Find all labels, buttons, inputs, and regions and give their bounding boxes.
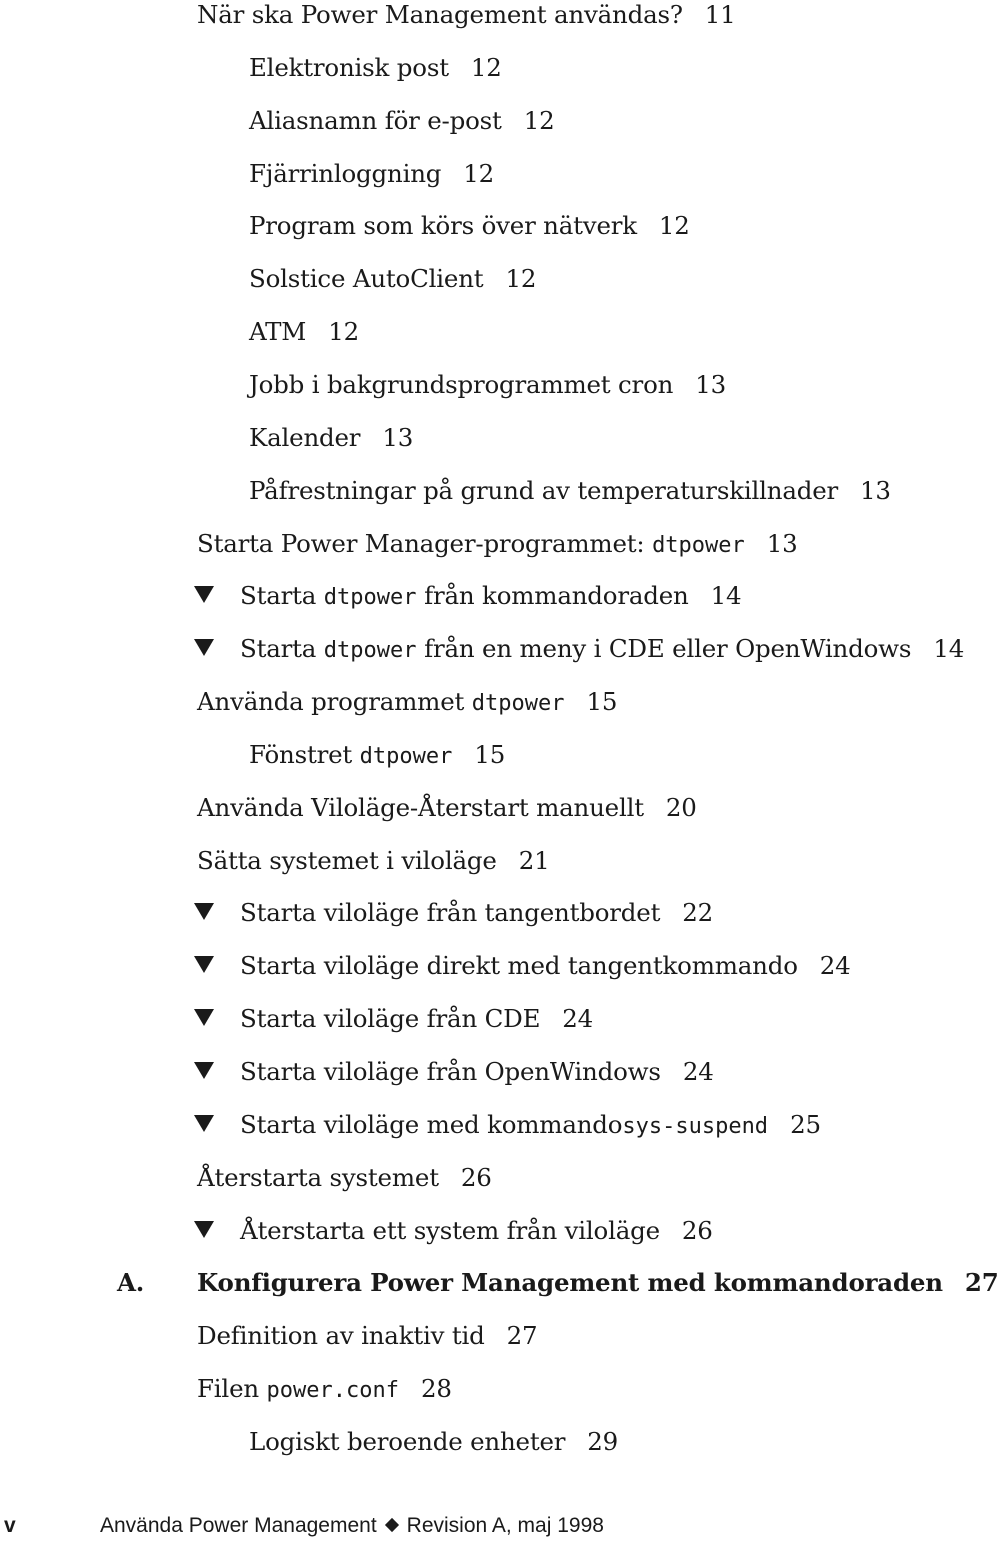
toc-chapter-entry[interactable] [117,1267,999,1299]
entry-code: dtpower [471,691,565,717]
entry-page-number: 11 [704,0,736,29]
toc-entry[interactable] [197,792,697,824]
entry-page-number: 28 [421,1374,452,1404]
entry-page-number: 15 [474,739,506,769]
entry-title: När ska Power Management användas? [197,0,683,29]
toc-task-entry[interactable] [194,897,713,929]
entry-title: Jobb i bakgrundsprogrammet cron [249,369,674,399]
toc-task-entry[interactable] [194,1003,593,1035]
entry-page-number: 15 [586,687,618,717]
task-triangle-icon [194,1062,214,1079]
entry-code: dtpower [652,532,745,558]
task-triangle-icon [194,586,214,603]
entry-title: ATM [249,317,307,347]
entry-page-number: 27 [964,1268,999,1298]
entry-page-number: 22 [682,898,714,928]
entry-title: Konfigurera Power Management med kommandoraden [197,1268,943,1298]
entry-page-number: 24 [562,1004,594,1034]
toc-task-entry[interactable] [194,1215,713,1247]
toc-entry[interactable] [197,528,798,560]
entry-title: Använda Viloläge-Återstart manuellt [197,792,644,822]
entry-title: Starta viloläge från tangentbordet [240,898,661,928]
toc-entry[interactable] [249,263,536,295]
task-triangle-icon [194,903,214,920]
entry-title: Återstarta systemet [197,1162,439,1192]
toc-entry[interactable] [197,1162,492,1194]
entry-title: Starta viloläge från OpenWindows [240,1057,661,1086]
entry-page-number: 14 [710,581,742,611]
task-triangle-icon [194,956,214,973]
toc-entry[interactable] [249,475,891,507]
entry-page-number: 12 [505,264,537,294]
entry-title: Program som körs över nätverk [249,211,637,241]
entry-title: Fönstret [249,739,360,769]
footer-title-line [100,1514,604,1538]
entry-title: Filen [197,1374,267,1404]
toc-entry[interactable] [249,1426,618,1458]
task-triangle-icon [194,1009,214,1026]
footer-page-number: v [4,1514,16,1537]
task-triangle-icon [194,639,214,656]
footer-book-title: Använda Power Management [100,1514,377,1537]
entry-page-number: 13 [860,475,891,505]
toc-entry[interactable] [249,105,554,137]
entry-title: Återstarta ett system från viloläge [240,1215,660,1245]
entry-page-number: 24 [682,1057,714,1086]
entry-title: Logiskt beroende enheter [249,1426,566,1456]
toc-entry[interactable] [197,1373,452,1405]
entry-title: Sätta systemet i viloläge [197,845,497,875]
entry-title: Starta [240,581,324,611]
task-triangle-icon [194,1221,214,1238]
entry-title: Starta viloläge direkt med tangentkommando [240,951,798,981]
page-footer [0,1510,960,1544]
entry-page-number: 27 [506,1321,538,1351]
entry-title: Starta viloläge från CDE [240,1004,541,1034]
toc-entry[interactable] [249,422,413,454]
entry-page-number: 13 [695,369,726,399]
entry-page-number: 12 [523,105,555,135]
entry-code: dtpower [359,743,453,769]
entry-page-number: 25 [790,1109,821,1139]
entry-title-rest: från en meny i CDE eller OpenWindows [416,634,912,664]
footer-revision: Revision A, maj 1998 [406,1514,604,1537]
task-triangle-icon [194,1115,214,1132]
entry-title: Kalender [249,422,361,452]
entry-title: Påfrestningar på grund av temperaturskillnader [249,475,839,505]
toc-task-entry[interactable] [194,1109,821,1141]
toc-entry[interactable] [249,369,726,401]
toc-entry[interactable] [197,1320,537,1352]
entry-page-number: 20 [665,792,697,822]
toc-task-entry[interactable] [194,1056,714,1088]
toc-entry[interactable] [249,316,359,348]
toc-entry[interactable] [197,0,736,31]
entry-code: power.conf [266,1378,399,1404]
entry-page-number: 12 [658,211,690,241]
toc-task-entry[interactable] [194,580,741,612]
entry-page-number: 26 [460,1162,492,1192]
entry-page-number: 12 [328,317,359,347]
entry-title: Starta viloläge med kommando [240,1109,623,1139]
toc-task-entry[interactable] [194,950,851,982]
entry-page-number: 13 [766,528,798,558]
diamond-icon [385,1518,399,1532]
entry-page-number: 13 [382,422,414,452]
toc-entry[interactable] [197,686,617,718]
entry-title: Elektronisk post [249,52,449,82]
entry-page-number: 12 [470,52,502,82]
entry-title: Fjärrinloggning [249,158,442,188]
entry-page-number: 21 [518,845,550,875]
entry-title: Starta [240,634,324,664]
entry-code: dtpower [323,638,417,664]
toc-entry[interactable] [249,739,505,771]
entry-page-number: 12 [463,158,495,188]
entry-title: Använda programmet [197,687,472,717]
entry-page-number: 14 [933,634,965,664]
entry-title: Aliasnamn för e-post [249,105,502,135]
entry-title-rest: från kommandoraden [416,581,689,611]
entry-code: sys-suspend [622,1113,769,1139]
entry-title: Solstice AutoClient [249,264,484,294]
entry-title: Definition av inaktiv tid [197,1321,485,1351]
toc-entry[interactable] [249,158,494,190]
entry-code: dtpower [323,585,417,611]
toc-entry[interactable] [197,845,549,877]
chapter-number: A. [117,1268,145,1298]
entry-page-number: 24 [819,951,851,981]
toc-task-entry[interactable] [194,633,964,665]
entry-page-number: 29 [587,1426,619,1456]
entry-page-number: 26 [681,1215,713,1245]
toc-entry[interactable] [249,210,690,242]
entry-title: Starta Power Manager-programmet: [197,528,653,558]
toc-entry[interactable] [249,52,502,84]
